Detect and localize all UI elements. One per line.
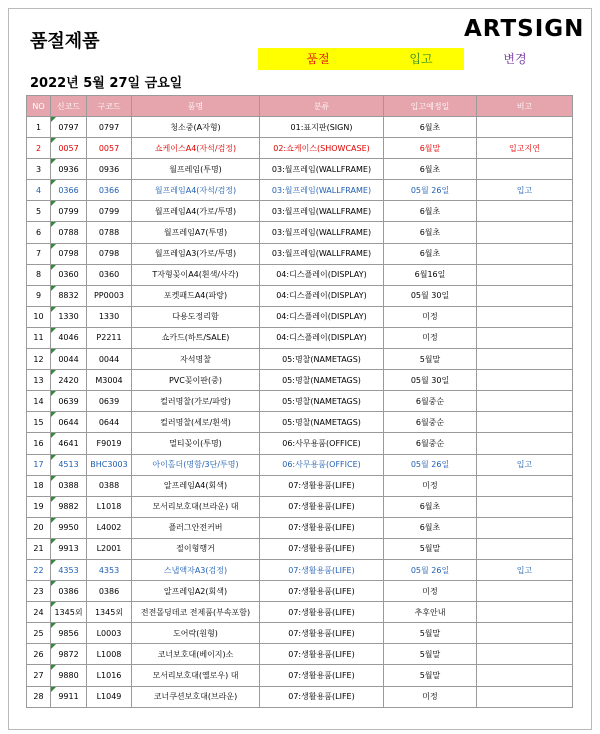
cell-new-code: 0388 — [51, 475, 87, 496]
cell-no: 7 — [27, 243, 51, 264]
table-row — [27, 264, 573, 285]
cell-category: 04:디스플레이(DISPLAY) — [260, 327, 384, 348]
cell-old-code: PP0003 — [87, 285, 132, 306]
cell-category: 04:디스플레이(DISPLAY) — [260, 264, 384, 285]
cell-expected-date: 5월말 — [384, 538, 477, 559]
cell-category: 07:생활용품(LIFE) — [260, 538, 384, 559]
cell-new-code: 4353 — [51, 559, 87, 580]
cell-category: 02:쇼케이스(SHOWCASE) — [260, 138, 384, 159]
cell-old-code: L1049 — [87, 686, 132, 707]
cell-category: 07:생활용품(LIFE) — [260, 686, 384, 707]
cell-new-code: 4641 — [51, 433, 87, 454]
cell-remarks — [477, 475, 573, 496]
cell-old-code: 0366 — [87, 180, 132, 201]
cell-category: 05:명찰(NAMETAGS) — [260, 391, 384, 412]
cell-category: 04:디스플레이(DISPLAY) — [260, 285, 384, 306]
cell-old-code: 0936 — [87, 159, 132, 180]
cell-remarks — [477, 538, 573, 559]
cell-product-name: 청소중(A자형) — [132, 117, 260, 138]
cell-expected-date: 6월중순 — [384, 433, 477, 454]
cell-old-code: BHC3003 — [87, 454, 132, 475]
cell-new-code: 0366 — [51, 180, 87, 201]
page-title: 품절제품 — [30, 31, 100, 52]
cell-category: 03:월프레임(WALLFRAME) — [260, 243, 384, 264]
cell-expected-date: 5월말 — [384, 349, 477, 370]
cell-product-name: 쇼카드(하트/SALE) — [132, 327, 260, 348]
cell-product-name: 월프레임A3(가로/투명) — [132, 243, 260, 264]
cell-old-code: M3004 — [87, 370, 132, 391]
cell-expected-date: 05월 30일 — [384, 285, 477, 306]
cell-product-name: 자석명찰 — [132, 349, 260, 370]
table-row — [27, 412, 573, 433]
legend-changed: 변경 — [503, 52, 527, 66]
cell-remarks — [477, 243, 573, 264]
table-header-row — [27, 96, 573, 117]
cell-expected-date: 6월말 — [384, 138, 477, 159]
cell-new-code: 0639 — [51, 391, 87, 412]
cell-remarks — [477, 602, 573, 623]
cell-category: 05:명찰(NAMETAGS) — [260, 370, 384, 391]
cell-expected-date: 미정 — [384, 327, 477, 348]
cell-remarks — [477, 412, 573, 433]
cell-expected-date: 6월초 — [384, 222, 477, 243]
cell-new-code: 0936 — [51, 159, 87, 180]
table-row — [27, 602, 573, 623]
cell-product-name: 도어락(원형) — [132, 623, 260, 644]
cell-remarks — [477, 581, 573, 602]
cell-category: 07:생활용품(LIFE) — [260, 665, 384, 686]
col-header-remarks: 비고 — [477, 96, 573, 117]
col-header-category: 분류 — [260, 96, 384, 117]
cell-category: 05:명찰(NAMETAGS) — [260, 349, 384, 370]
table-row — [27, 243, 573, 264]
table-row — [27, 370, 573, 391]
cell-remarks — [477, 665, 573, 686]
cell-product-name: 아이홀더(명함/3단/투명) — [132, 454, 260, 475]
cell-no: 4 — [27, 180, 51, 201]
table-row — [27, 454, 573, 475]
cell-category: 06:사무용품(OFFICE) — [260, 454, 384, 475]
cell-old-code: 0044 — [87, 349, 132, 370]
cell-old-code: 0644 — [87, 412, 132, 433]
table-row — [27, 349, 573, 370]
cell-no: 9 — [27, 285, 51, 306]
cell-remarks — [477, 623, 573, 644]
cell-product-name: T자형꽂이A4(흰색/사각) — [132, 264, 260, 285]
cell-no: 15 — [27, 412, 51, 433]
cell-no: 17 — [27, 454, 51, 475]
cell-product-name: 플러그안전커버 — [132, 517, 260, 538]
cell-remarks — [477, 349, 573, 370]
cell-remarks — [477, 222, 573, 243]
cell-old-code: L1018 — [87, 496, 132, 517]
col-header-product-name: 품명 — [132, 96, 260, 117]
cell-category: 07:생활용품(LIFE) — [260, 559, 384, 580]
cell-no: 14 — [27, 391, 51, 412]
cell-remarks — [477, 327, 573, 348]
table-row — [27, 159, 573, 180]
table-row — [27, 581, 573, 602]
table-row — [27, 222, 573, 243]
cell-remarks: 입고 — [477, 454, 573, 475]
cell-product-name: 전전몰딩데코 전제품(부속포함) — [132, 602, 260, 623]
col-header-old-code: 구코드 — [87, 96, 132, 117]
cell-remarks — [477, 264, 573, 285]
table-row — [27, 285, 573, 306]
cell-category: 03:월프레임(WALLFRAME) — [260, 201, 384, 222]
cell-new-code: 0798 — [51, 243, 87, 264]
table-row — [27, 686, 573, 707]
cell-remarks — [477, 285, 573, 306]
cell-product-name: 포켓패드A4(파랑) — [132, 285, 260, 306]
cell-product-name: 모서리보호대(브라운) 대 — [132, 496, 260, 517]
table-row — [27, 117, 573, 138]
cell-product-name: 멀티꽂이(투명) — [132, 433, 260, 454]
cell-old-code: F9019 — [87, 433, 132, 454]
table-row — [27, 138, 573, 159]
cell-remarks — [477, 644, 573, 665]
cell-product-name: 알프레임A4(회색) — [132, 475, 260, 496]
cell-new-code: 0644 — [51, 412, 87, 433]
cell-product-name: 코너쿠션보호대(브라운) — [132, 686, 260, 707]
cell-old-code: 0799 — [87, 201, 132, 222]
cell-old-code: 0788 — [87, 222, 132, 243]
table-row — [27, 327, 573, 348]
cell-category: 07:생활용품(LIFE) — [260, 475, 384, 496]
cell-new-code: 9856 — [51, 623, 87, 644]
cell-new-code: 0386 — [51, 581, 87, 602]
cell-new-code: 1345외 — [51, 602, 87, 623]
cell-old-code: L0003 — [87, 623, 132, 644]
cell-category: 07:생활용품(LIFE) — [260, 644, 384, 665]
cell-old-code: P2211 — [87, 327, 132, 348]
cell-category: 04:디스플레이(DISPLAY) — [260, 306, 384, 327]
cell-new-code: 9950 — [51, 517, 87, 538]
cell-expected-date: 미정 — [384, 581, 477, 602]
cell-remarks — [477, 370, 573, 391]
table-row — [27, 180, 573, 201]
cell-remarks: 입고 — [477, 180, 573, 201]
cell-category: 03:월프레임(WALLFRAME) — [260, 159, 384, 180]
cell-new-code: 4046 — [51, 327, 87, 348]
cell-expected-date: 미정 — [384, 475, 477, 496]
cell-new-code: 1330 — [51, 306, 87, 327]
col-header-expected-date: 입고예정일 — [384, 96, 477, 117]
cell-product-name: 월프레임A7(투명) — [132, 222, 260, 243]
cell-expected-date: 추후안내 — [384, 602, 477, 623]
cell-expected-date: 6월초 — [384, 201, 477, 222]
out-of-stock-table — [26, 95, 573, 708]
cell-expected-date: 05월 26일 — [384, 180, 477, 201]
table-row — [27, 475, 573, 496]
cell-new-code: 8832 — [51, 285, 87, 306]
cell-product-name: 컬러명찰(세로/흰색) — [132, 412, 260, 433]
cell-category: 07:생활용품(LIFE) — [260, 496, 384, 517]
cell-old-code: 0798 — [87, 243, 132, 264]
cell-remarks — [477, 201, 573, 222]
cell-expected-date: 6월초 — [384, 517, 477, 538]
cell-product-name: 절이형행거 — [132, 538, 260, 559]
cell-expected-date: 6월중순 — [384, 412, 477, 433]
cell-category: 05:명찰(NAMETAGS) — [260, 412, 384, 433]
cell-no: 28 — [27, 686, 51, 707]
col-header-new-code: 신코드 — [51, 96, 87, 117]
cell-product-name: PVC꽂이판(중) — [132, 370, 260, 391]
cell-no: 5 — [27, 201, 51, 222]
cell-expected-date: 미정 — [384, 686, 477, 707]
cell-category: 07:생활용품(LIFE) — [260, 517, 384, 538]
cell-category: 03:월프레임(WALLFRAME) — [260, 180, 384, 201]
cell-no: 3 — [27, 159, 51, 180]
cell-remarks — [477, 517, 573, 538]
cell-old-code: 0386 — [87, 581, 132, 602]
cell-product-name: 스냅액자A3(검정) — [132, 559, 260, 580]
cell-new-code: 0360 — [51, 264, 87, 285]
cell-product-name: 월프레임A4(자석/검정) — [132, 180, 260, 201]
cell-product-name: 월프레임(투명) — [132, 159, 260, 180]
cell-new-code: 9880 — [51, 665, 87, 686]
cell-old-code: L2001 — [87, 538, 132, 559]
cell-product-name: 월프레임A4(가로/투명) — [132, 201, 260, 222]
cell-old-code: 4353 — [87, 559, 132, 580]
cell-old-code: 0797 — [87, 117, 132, 138]
cell-new-code: 9882 — [51, 496, 87, 517]
cell-new-code: 9872 — [51, 644, 87, 665]
cell-product-name: 다용도정리함 — [132, 306, 260, 327]
cell-category: 07:생활용품(LIFE) — [260, 602, 384, 623]
cell-expected-date: 미정 — [384, 306, 477, 327]
cell-expected-date: 6월초 — [384, 243, 477, 264]
cell-no: 26 — [27, 644, 51, 665]
cell-no: 6 — [27, 222, 51, 243]
table-row — [27, 496, 573, 517]
cell-remarks — [477, 433, 573, 454]
cell-new-code: 9911 — [51, 686, 87, 707]
cell-old-code: L1016 — [87, 665, 132, 686]
table-row — [27, 306, 573, 327]
cell-product-name: 컬러명찰(가로/파랑) — [132, 391, 260, 412]
cell-new-code: 4513 — [51, 454, 87, 475]
legend-out-of-stock: 품절 — [258, 48, 378, 70]
cell-old-code: 0388 — [87, 475, 132, 496]
cell-no: 2 — [27, 138, 51, 159]
cell-remarks: 입고 — [477, 559, 573, 580]
cell-product-name: 모서리보호대(옐로우) 대 — [132, 665, 260, 686]
table-row — [27, 665, 573, 686]
table-row — [27, 559, 573, 580]
cell-no: 23 — [27, 581, 51, 602]
cell-old-code: 1345외 — [87, 602, 132, 623]
cell-remarks — [477, 496, 573, 517]
cell-old-code: 1330 — [87, 306, 132, 327]
cell-no: 12 — [27, 349, 51, 370]
table-row — [27, 201, 573, 222]
cell-category: 07:생활용품(LIFE) — [260, 623, 384, 644]
cell-new-code: 2420 — [51, 370, 87, 391]
cell-expected-date: 6월초 — [384, 496, 477, 517]
cell-expected-date: 6월초 — [384, 159, 477, 180]
cell-expected-date: 5월말 — [384, 644, 477, 665]
cell-old-code: 0360 — [87, 264, 132, 285]
cell-remarks — [477, 159, 573, 180]
cell-expected-date: 5월말 — [384, 623, 477, 644]
table-row — [27, 644, 573, 665]
cell-expected-date: 6월중순 — [384, 391, 477, 412]
cell-new-code: 0044 — [51, 349, 87, 370]
report-date: 2022년 5월 27일 금요일 — [30, 76, 183, 91]
cell-no: 25 — [27, 623, 51, 644]
cell-product-name: 쇼케이스A4(자석/검정) — [132, 138, 260, 159]
cell-category: 03:월프레임(WALLFRAME) — [260, 222, 384, 243]
cell-old-code: 0639 — [87, 391, 132, 412]
table-row — [27, 433, 573, 454]
cell-expected-date: 6월16일 — [384, 264, 477, 285]
cell-expected-date: 05월 26일 — [384, 559, 477, 580]
cell-new-code: 0057 — [51, 138, 87, 159]
cell-product-name: 알프레임A2(회색) — [132, 581, 260, 602]
cell-new-code: 9913 — [51, 538, 87, 559]
cell-no: 8 — [27, 264, 51, 285]
cell-remarks: 입고지연 — [477, 138, 573, 159]
cell-category: 01:표지판(SIGN) — [260, 117, 384, 138]
cell-no: 11 — [27, 327, 51, 348]
col-header-no: NO — [27, 96, 51, 117]
table-row — [27, 623, 573, 644]
cell-expected-date: 05월 26일 — [384, 454, 477, 475]
cell-product-name: 코너보호대(베이지)소 — [132, 644, 260, 665]
cell-category: 06:사무용품(OFFICE) — [260, 433, 384, 454]
cell-category: 07:생활용품(LIFE) — [260, 581, 384, 602]
cell-old-code: L4002 — [87, 517, 132, 538]
cell-old-code: L1008 — [87, 644, 132, 665]
cell-expected-date: 5월말 — [384, 665, 477, 686]
cell-new-code: 0799 — [51, 201, 87, 222]
table-row — [27, 538, 573, 559]
cell-no: 19 — [27, 496, 51, 517]
cell-expected-date: 6월초 — [384, 117, 477, 138]
cell-old-code: 0057 — [87, 138, 132, 159]
cell-no: 24 — [27, 602, 51, 623]
cell-remarks — [477, 306, 573, 327]
cell-no: 18 — [27, 475, 51, 496]
cell-no: 21 — [27, 538, 51, 559]
cell-no: 20 — [27, 517, 51, 538]
cell-no: 22 — [27, 559, 51, 580]
table-row — [27, 517, 573, 538]
cell-remarks — [477, 391, 573, 412]
table-row — [27, 391, 573, 412]
cell-new-code: 0788 — [51, 222, 87, 243]
cell-no: 16 — [27, 433, 51, 454]
cell-remarks — [477, 117, 573, 138]
cell-new-code: 0797 — [51, 117, 87, 138]
cell-remarks — [477, 686, 573, 707]
brand-logo: ARTSIGN — [464, 16, 585, 42]
legend-incoming: 입고 — [378, 48, 464, 70]
cell-no: 1 — [27, 117, 51, 138]
cell-expected-date: 05월 30일 — [384, 370, 477, 391]
cell-no: 13 — [27, 370, 51, 391]
cell-no: 10 — [27, 306, 51, 327]
cell-no: 27 — [27, 665, 51, 686]
